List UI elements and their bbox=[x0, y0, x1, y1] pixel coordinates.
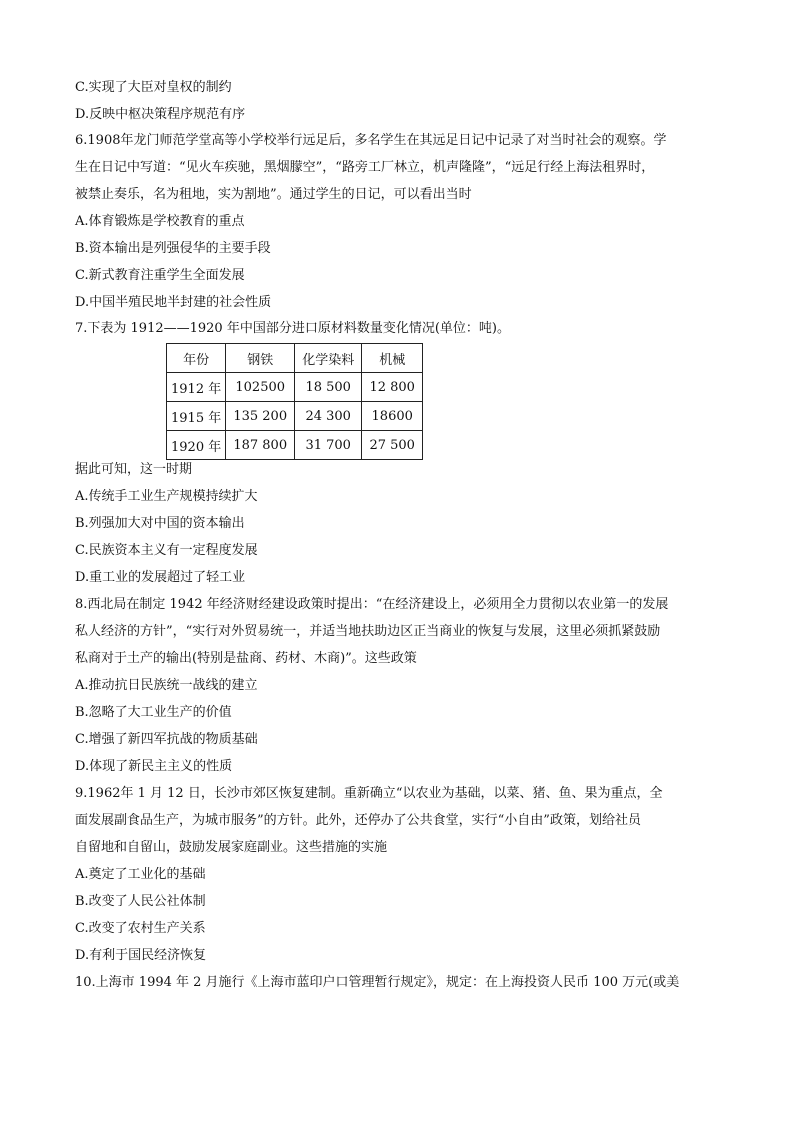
option-b-q8: B.忽略了大工业生产的价值 bbox=[75, 705, 232, 720]
table-row bbox=[167, 373, 423, 402]
table-row bbox=[167, 431, 423, 460]
question-9-line-1: 9.1962年 1 月 12 日，长沙市郊区恢复建制。重新确立“以农业为基础，以菜、猪、鱼、果为重点，全 bbox=[75, 786, 663, 801]
table-cell: 18600 bbox=[362, 402, 423, 431]
table-cell: 31 700 bbox=[295, 431, 362, 460]
option-c-q9: C.改变了农村生产关系 bbox=[75, 921, 206, 936]
table-cell: 1915 年 bbox=[167, 402, 226, 431]
table-cell: 12 800 bbox=[362, 373, 423, 402]
question-7-line-1: 7.下表为 1912——1920 年中国部分进口原材料数量变化情况(单位：吨)。 bbox=[75, 321, 510, 336]
import-data-table bbox=[166, 343, 423, 460]
table-header-cell: 化学染料 bbox=[295, 344, 362, 373]
option-d-q8: D.体现了新民主主义的性质 bbox=[75, 759, 233, 774]
option-c-q7: C.民族资本主义有一定程度发展 bbox=[75, 543, 258, 558]
option-d-q7: D.重工业的发展超过了轻工业 bbox=[75, 570, 246, 585]
question-8-line-2: 私人经济的方针”，“实行对外贸易统一，并适当地扶助边区正当商业的恢复与发展，这里必须抓紧鼓励 bbox=[75, 624, 661, 639]
option-a-q8: A.推动抗日民族统一战线的建立 bbox=[75, 678, 258, 693]
option-c-q8: C.增强了新四军抗战的物质基础 bbox=[75, 732, 258, 747]
table-cell: 1920 年 bbox=[167, 431, 226, 460]
table-cell: 1912 年 bbox=[167, 373, 226, 402]
option-a-q9: A.奠定了工业化的基础 bbox=[75, 867, 206, 882]
question-8-line-3: 私商对于土产的输出(特别是盐商、药材、木商)”。这些政策 bbox=[75, 651, 417, 666]
question-6-line-1: 6.1908年龙门师范学堂高等小学校举行远足后，多名学生在其远足日记中记录了对当时社会的观察。学 bbox=[75, 133, 667, 148]
question-8-line-1: 8.西北局在制定 1942 年经济财经建设政策时提出：“在经济建设上，必须用全力贯彻以农业第一的发展 bbox=[75, 597, 669, 612]
table-cell: 135 200 bbox=[226, 402, 295, 431]
option-d-q5: D.反映中枢决策程序规范有序 bbox=[75, 107, 246, 122]
option-b-q6: B.资本输出是列强侵华的主要手段 bbox=[75, 241, 271, 256]
table-cell: 102500 bbox=[226, 373, 295, 402]
table-header-row bbox=[167, 344, 423, 373]
option-a-q6: A.体育锻炼是学校教育的重点 bbox=[75, 214, 245, 229]
table-cell: 187 800 bbox=[226, 431, 295, 460]
table-header-cell: 机械 bbox=[362, 344, 423, 373]
option-b-q9: B.改变了人民公社体制 bbox=[75, 894, 206, 909]
option-d-q9: D.有利于国民经济恢复 bbox=[75, 948, 207, 963]
table-cell: 27 500 bbox=[362, 431, 423, 460]
table-cell: 18 500 bbox=[295, 373, 362, 402]
table-row bbox=[167, 402, 423, 431]
question-6-line-3: 被禁止奏乐，名为租地，实为割地”。通过学生的日记，可以看出当时 bbox=[75, 187, 472, 202]
question-6-line-2: 生在日记中写道：“见火车疾驰，黑烟朦空”，“路旁工厂林立，机声隆隆”，“远足行经上海法租界时， bbox=[75, 160, 655, 175]
question-9-line-2: 面发展副食品生产，为城市服务”的方针。此外，还停办了公共食堂，实行“小自由”政策，划给社员 bbox=[75, 813, 641, 828]
question-9-line-3: 自留地和自留山，鼓励发展家庭副业。这些措施的实施 bbox=[75, 840, 388, 855]
option-c-q5: C.实现了大臣对皇权的制约 bbox=[75, 80, 232, 95]
table-header-cell: 年份 bbox=[167, 344, 226, 373]
table-header-cell: 钢铁 bbox=[226, 344, 295, 373]
question-7-stem: 据此可知，这一时期 bbox=[75, 462, 193, 477]
option-d-q6: D.中国半殖民地半封建的社会性质 bbox=[75, 295, 272, 310]
option-a-q7: A.传统手工业生产规模持续扩大 bbox=[75, 489, 258, 504]
option-c-q6: C.新式教育注重学生全面发展 bbox=[75, 268, 245, 283]
option-b-q7: B.列强加大对中国的资本输出 bbox=[75, 516, 245, 531]
question-10-line-1: 10.上海市 1994 年 2 月施行《上海市蓝印户口管理暂行规定》，规定：在上海投资人民币 100 万元(或美 bbox=[75, 975, 680, 990]
table-cell: 24 300 bbox=[295, 402, 362, 431]
